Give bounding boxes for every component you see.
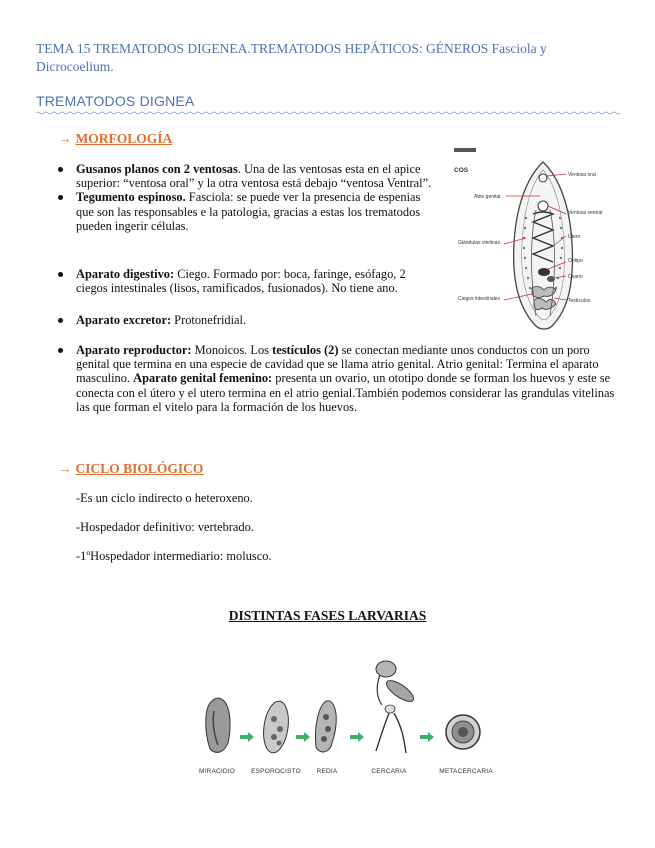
label-ovario: Ovario xyxy=(568,274,583,280)
stage-label-metacercaria: METACERCARIA xyxy=(439,768,493,775)
document-title: TEMA 15 TREMATODOS DIGENEA.TREMATODOS HEPÁTICOS: GÉNEROS Fasciola y Dicrocoelium. xyxy=(36,41,547,74)
list-item: Aparato excretor: Protonefridial. xyxy=(58,313,438,327)
stage-label-esporocisto: ESPOROCISTO xyxy=(251,768,301,775)
morfologia-list-top xyxy=(58,162,438,233)
list-item: Tegumento espinoso. Fasciola: se puede ver la presencia de espenias que son las responsables e la patologia, gracias a estas los trematodos pueden ingerir células. xyxy=(58,190,438,233)
cercaria-illustration xyxy=(376,661,417,753)
morfologia-list-digestive xyxy=(58,267,438,295)
figure-corner-label: COS xyxy=(454,167,469,174)
morfologia-list-excretor xyxy=(58,313,438,327)
list-item: Aparato digestivo: Ciego. Formado por: boca, faringe, esófago, 2 ciegos intestinales (lisos, ramificados, fusionados). No tiene ano. xyxy=(58,267,438,295)
label-ventosa-ventral: Ventosa ventral xyxy=(568,210,603,216)
larval-stages-title: DISTINTAS FASES LARVARIAS xyxy=(228,608,427,623)
ciclo-line: -Es un ciclo indirecto o heteroxeno. xyxy=(76,491,253,505)
arrow-icon: → xyxy=(58,461,72,476)
metacercaria-illustration xyxy=(446,715,480,749)
list-item: Gusanos planos con 2 ventosas. Una de las ventosas esta en el apice superior: “ventosa oral” y la otra ventosa está debajo “ventosa Ventral”. xyxy=(58,162,438,190)
label-glandulas-vitelinas: Glándulas vitelinas xyxy=(458,240,500,246)
arrow-icon xyxy=(240,732,254,742)
ciclo-heading: → CICLO BIOLÓGICO xyxy=(58,461,204,476)
redia-illustration xyxy=(315,701,336,752)
stage-label-redia: REDIA xyxy=(316,768,338,775)
label-utero: Útero xyxy=(568,234,581,240)
arrow-icon xyxy=(350,732,364,742)
fasciola-anatomy-figure xyxy=(448,148,628,333)
arrow-icon xyxy=(296,732,310,742)
label-ootipo: Ootipo xyxy=(568,258,583,264)
label-ventosa-oral: Ventosa oral xyxy=(568,172,596,178)
larval-stages-figure xyxy=(190,655,490,765)
esporocisto-illustration xyxy=(260,700,291,755)
stage-label-miracidio: MIRACIDIO xyxy=(198,768,236,775)
morfologia-heading: → MORFOLOGÍA xyxy=(58,131,173,146)
ciclo-line: -Hospedador definitivo: vertebrado. xyxy=(76,520,254,534)
section-heading: TREMATODOS DIGNEA xyxy=(36,93,195,109)
arrow-icon xyxy=(420,732,434,742)
label-atrio-genital: Atrio genital xyxy=(474,194,501,200)
miracidio-illustration xyxy=(206,698,230,752)
ciclo-line: -1ºHospedador intermediario: molusco. xyxy=(76,549,272,563)
label-ciegos-intestinales: Ciegos intestinales xyxy=(458,296,500,302)
list-item: Aparato reproductor: Monoicos. Los testículos (2) se conectan mediante unos conductos con un poro genital que termina en una especie de cavidad que se llama atrio genital. Atrio genital: Termina el aparato masculino. Aparato genital femenino: presenta un ovario, un ototipo donde se forman los huevos y este se conecta con el útero y el utero termina en el atrio genial.También podemos considerar las grandulas vitelinas las que forman el vitelo para la formación de los huevos. xyxy=(58,343,618,414)
arrow-icon: → xyxy=(58,131,72,146)
stage-label-cercaria: CERCARIA xyxy=(371,768,407,775)
label-testiculos: Testículos xyxy=(568,298,591,304)
morfologia-list-reproductor xyxy=(58,343,618,414)
heading-underline xyxy=(36,111,620,115)
